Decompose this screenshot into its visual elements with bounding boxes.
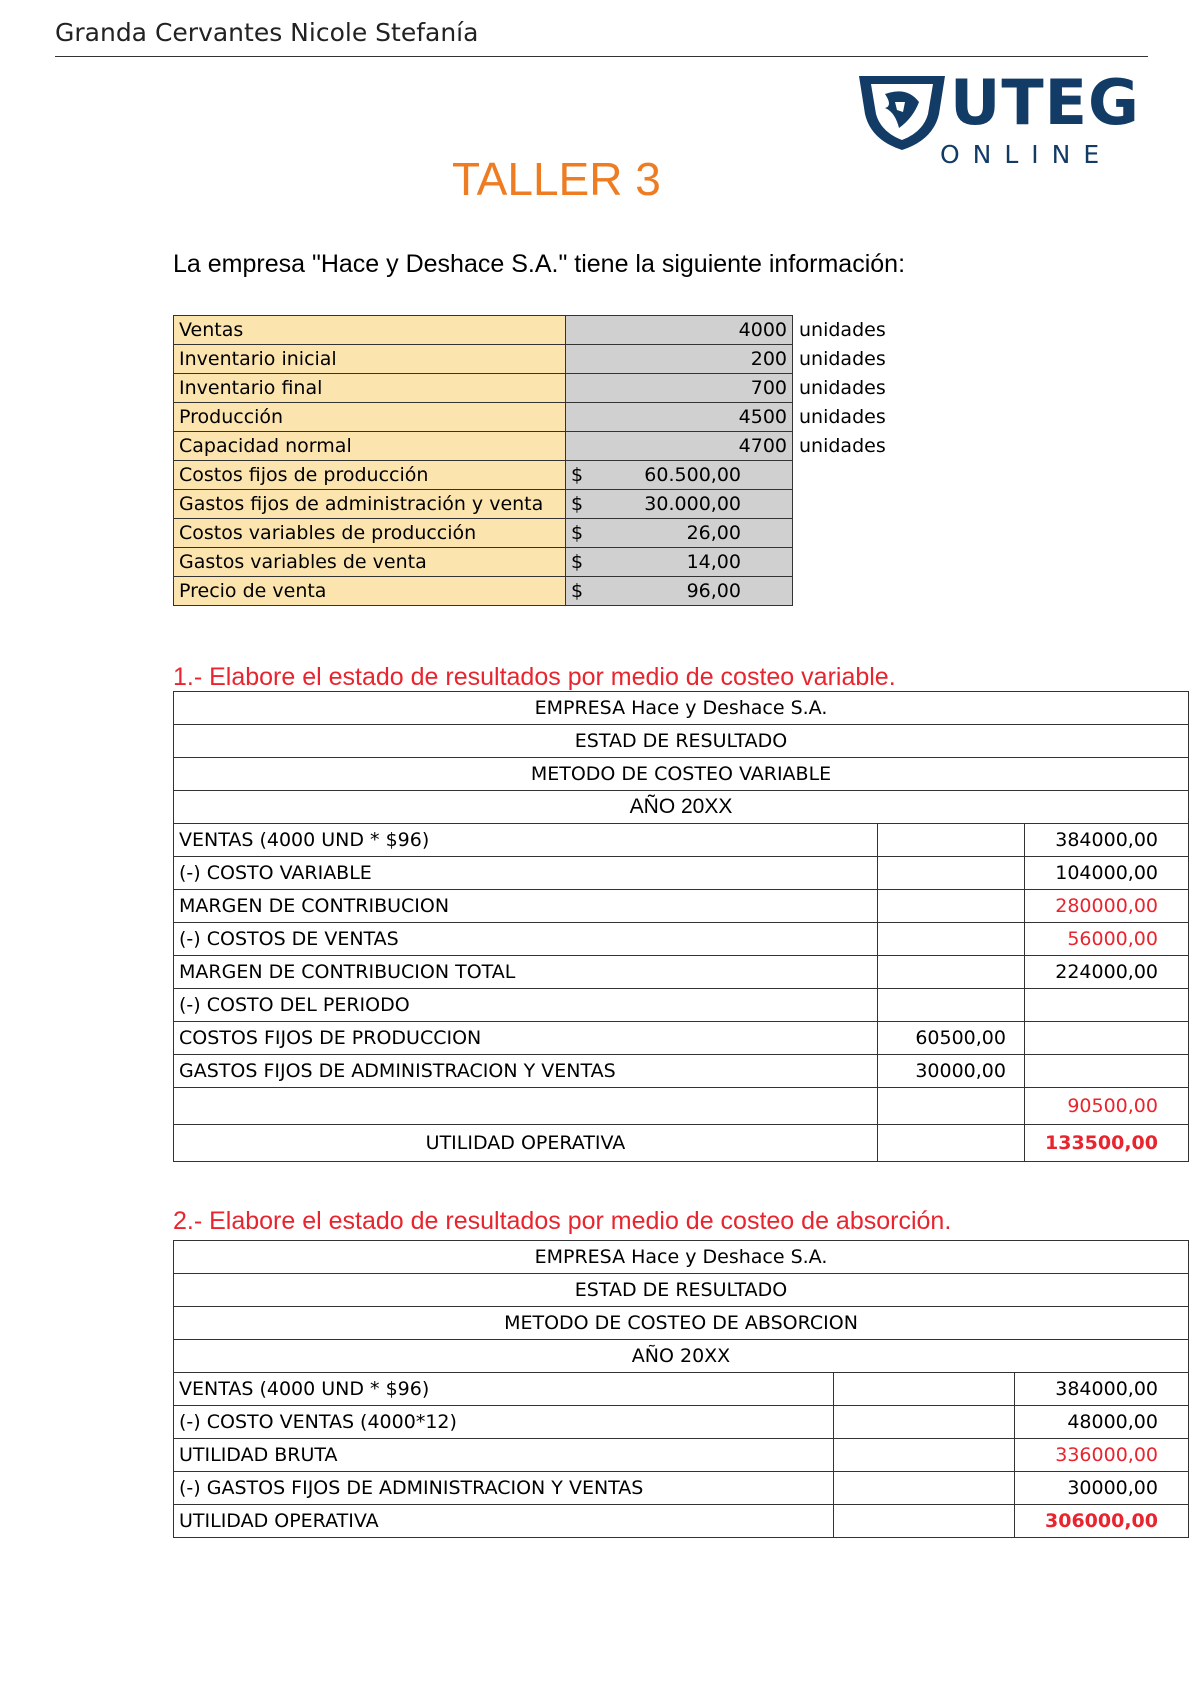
row-label: (-) GASTOS FIJOS DE ADMINISTRACION Y VENTAS xyxy=(174,1472,834,1505)
row-subtotal xyxy=(834,1439,1015,1472)
table-row xyxy=(174,857,1189,890)
table-row xyxy=(174,1055,1189,1088)
info-row xyxy=(174,403,892,432)
row-label: (-) COSTO VENTAS (4000*12) xyxy=(174,1406,834,1439)
report-header-row xyxy=(174,1340,1189,1373)
report-header-row xyxy=(174,725,1189,758)
row-total: 306000,00 xyxy=(1015,1505,1189,1538)
info-row xyxy=(174,345,892,374)
money-amount: 14,00 xyxy=(686,551,741,573)
row-label: UTILIDAD OPERATIVA xyxy=(174,1125,878,1162)
table-row xyxy=(174,1373,1189,1406)
table-row xyxy=(174,1022,1189,1055)
unit-label: unidades xyxy=(799,406,886,428)
report-header-cell: ESTAD DE RESULTADO xyxy=(174,1274,1189,1307)
report-header-row xyxy=(174,758,1189,791)
info-value xyxy=(566,548,793,577)
info-label: Capacidad normal xyxy=(174,432,566,461)
row-label: (-) COSTO VARIABLE xyxy=(174,857,878,890)
unit-spacer xyxy=(793,519,892,548)
page-title: TALLER 3 xyxy=(452,153,661,205)
table-row xyxy=(174,824,1189,857)
table-row xyxy=(174,956,1189,989)
report-header-cell: EMPRESA Hace y Deshace S.A. xyxy=(174,1241,1189,1274)
row-label: MARGEN DE CONTRIBUCION TOTAL xyxy=(174,956,878,989)
row-subtotal xyxy=(878,1088,1025,1125)
info-value xyxy=(566,577,793,606)
table-row xyxy=(174,1125,1189,1162)
info-label: Precio de venta xyxy=(174,577,566,606)
money-amount: 26,00 xyxy=(686,522,741,544)
info-row xyxy=(174,519,892,548)
table-row xyxy=(174,1439,1189,1472)
row-total: 104000,00 xyxy=(1025,857,1189,890)
row-subtotal: 30000,00 xyxy=(878,1055,1025,1088)
currency-symbol: $ xyxy=(571,522,584,544)
report-header-cell: METODO DE COSTEO DE ABSORCION xyxy=(174,1307,1189,1340)
uteg-logo xyxy=(855,66,1155,172)
row-subtotal xyxy=(834,1505,1015,1538)
info-value: 200 xyxy=(566,345,793,374)
unit-spacer xyxy=(793,461,892,490)
info-value: 4000 xyxy=(566,316,793,345)
report-header-cell: EMPRESA Hace y Deshace S.A. xyxy=(174,692,1189,725)
info-value: 4700 xyxy=(566,432,793,461)
row-total: 336000,00 xyxy=(1015,1439,1189,1472)
logo-subtitle: ONLINE xyxy=(940,140,1113,169)
unit-label: unidades xyxy=(799,319,886,341)
row-total: 90500,00 xyxy=(1025,1088,1189,1125)
row-subtotal xyxy=(878,1125,1025,1162)
row-label: VENTAS (4000 UND * $96) xyxy=(174,824,878,857)
shield-icon xyxy=(855,72,950,152)
info-row xyxy=(174,490,892,519)
table-row xyxy=(174,1472,1189,1505)
money-amount: 60.500,00 xyxy=(644,464,741,486)
unit-label: unidades xyxy=(799,435,886,457)
report-header-row xyxy=(174,692,1189,725)
info-label: Costos fijos de producción xyxy=(174,461,566,490)
info-table xyxy=(173,315,892,606)
row-total xyxy=(1025,1022,1189,1055)
info-row xyxy=(174,577,892,606)
report-header-row xyxy=(174,791,1189,824)
report-header-row xyxy=(174,1241,1189,1274)
info-label: Inventario final xyxy=(174,374,566,403)
row-total: 48000,00 xyxy=(1015,1406,1189,1439)
row-subtotal xyxy=(878,923,1025,956)
row-subtotal xyxy=(834,1373,1015,1406)
unit-spacer xyxy=(793,548,892,577)
info-value xyxy=(566,490,793,519)
info-label: Gastos fijos de administración y venta xyxy=(174,490,566,519)
info-label: Inventario inicial xyxy=(174,345,566,374)
row-subtotal xyxy=(878,956,1025,989)
report-header-cell: AÑO 20XX xyxy=(174,791,1189,824)
report-header-cell: AÑO 20XX xyxy=(174,1340,1189,1373)
absorption-costing-table xyxy=(173,1240,1189,1538)
row-total xyxy=(1025,989,1189,1022)
info-value: 700 xyxy=(566,374,793,403)
info-value xyxy=(566,461,793,490)
intro-text: La empresa "Hace y Deshace S.A." tiene la siguiente información: xyxy=(173,250,906,278)
table-row xyxy=(174,1505,1189,1538)
table-row xyxy=(174,923,1189,956)
info-row xyxy=(174,374,892,403)
question-2: 2.- Elabore el estado de resultados por medio de costeo de absorción. xyxy=(173,1207,952,1235)
row-total: 30000,00 xyxy=(1015,1472,1189,1505)
currency-symbol: $ xyxy=(571,551,584,573)
row-subtotal xyxy=(834,1472,1015,1505)
row-subtotal xyxy=(878,857,1025,890)
report-header-cell: METODO DE COSTEO VARIABLE xyxy=(174,758,1189,791)
table-row xyxy=(174,1088,1189,1125)
info-row xyxy=(174,461,892,490)
row-total: 280000,00 xyxy=(1025,890,1189,923)
row-total xyxy=(1025,1055,1189,1088)
info-label: Costos variables de producción xyxy=(174,519,566,548)
currency-symbol: $ xyxy=(571,493,584,515)
row-subtotal xyxy=(834,1406,1015,1439)
report-header-row xyxy=(174,1274,1189,1307)
row-total: 133500,00 xyxy=(1025,1125,1189,1162)
header-divider xyxy=(55,56,1148,57)
row-label: VENTAS (4000 UND * $96) xyxy=(174,1373,834,1406)
row-label: UTILIDAD BRUTA xyxy=(174,1439,834,1472)
row-subtotal xyxy=(878,989,1025,1022)
info-label: Ventas xyxy=(174,316,566,345)
info-row xyxy=(174,548,892,577)
report-header-row xyxy=(174,1307,1189,1340)
report-header-cell: ESTAD DE RESULTADO xyxy=(174,725,1189,758)
row-total: 384000,00 xyxy=(1025,824,1189,857)
row-label: COSTOS FIJOS DE PRODUCCION xyxy=(174,1022,878,1055)
logo-brand: UTEG xyxy=(950,66,1140,139)
table-row xyxy=(174,890,1189,923)
row-label: (-) COSTO DEL PERIODO xyxy=(174,989,878,1022)
row-total: 384000,00 xyxy=(1015,1373,1189,1406)
unit-spacer xyxy=(793,490,892,519)
currency-symbol: $ xyxy=(571,580,584,602)
info-value xyxy=(566,519,793,548)
info-label: Producción xyxy=(174,403,566,432)
row-subtotal xyxy=(878,890,1025,923)
row-subtotal xyxy=(878,824,1025,857)
unit-label: unidades xyxy=(799,348,886,370)
currency-symbol: $ xyxy=(571,464,584,486)
money-amount: 96,00 xyxy=(686,580,741,602)
row-total: 56000,00 xyxy=(1025,923,1189,956)
row-label: (-) COSTOS DE VENTAS xyxy=(174,923,878,956)
variable-costing-table xyxy=(173,691,1189,1162)
table-row xyxy=(174,989,1189,1022)
row-label xyxy=(174,1088,878,1125)
author-name: Granda Cervantes Nicole Stefanía xyxy=(55,18,479,47)
unit-spacer xyxy=(793,577,892,606)
row-total: 224000,00 xyxy=(1025,956,1189,989)
row-label: UTILIDAD OPERATIVA xyxy=(174,1505,834,1538)
info-label: Gastos variables de venta xyxy=(174,548,566,577)
money-amount: 30.000,00 xyxy=(644,493,741,515)
table-row xyxy=(174,1406,1189,1439)
question-1: 1.- Elabore el estado de resultados por medio de costeo variable. xyxy=(173,663,896,691)
row-label: GASTOS FIJOS DE ADMINISTRACION Y VENTAS xyxy=(174,1055,878,1088)
row-subtotal: 60500,00 xyxy=(878,1022,1025,1055)
info-row xyxy=(174,316,892,345)
info-value: 4500 xyxy=(566,403,793,432)
row-label: MARGEN DE CONTRIBUCION xyxy=(174,890,878,923)
unit-label: unidades xyxy=(799,377,886,399)
info-row xyxy=(174,432,892,461)
